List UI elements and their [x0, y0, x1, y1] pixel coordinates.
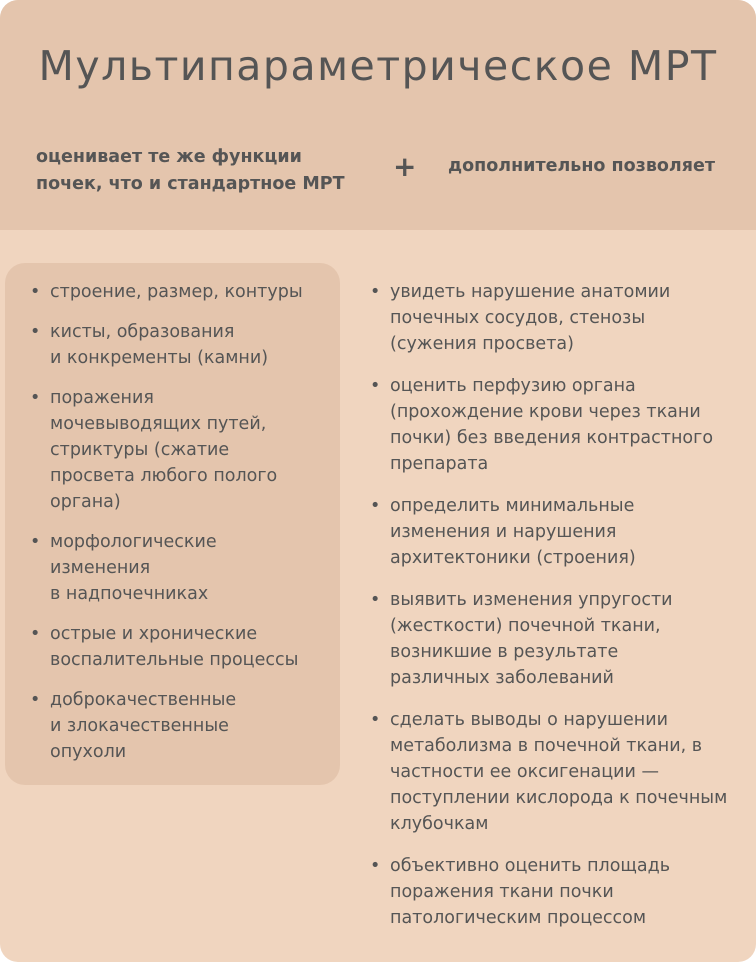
list-item-line: и злокачественные	[50, 716, 229, 736]
list-item-line: • поражения	[50, 388, 154, 408]
list-item-line: • сделать выводы о нарушении	[390, 710, 668, 730]
header	[0, 0, 756, 230]
list-item-line: • определить минимальные	[390, 496, 635, 516]
list-item	[370, 493, 750, 571]
list-item-line: частности ее оксигенации —	[390, 762, 659, 782]
subtitle-left	[36, 144, 345, 198]
list-item-line: патологическим процессом	[390, 908, 647, 928]
list-item	[370, 853, 750, 931]
subtitle-right: дополнительно позволяет	[448, 156, 715, 176]
list-item-line: • выявить изменения упругости	[390, 590, 673, 610]
subtitle-left-line: оценивает те же функции	[36, 147, 302, 167]
list-item	[30, 529, 330, 607]
list-item-line: стриктуры (сжатие	[50, 440, 230, 460]
list-item	[30, 279, 330, 305]
list-item	[30, 385, 330, 515]
list-item-line: (жесткости) почечной ткани,	[390, 616, 661, 636]
list-item	[370, 707, 750, 837]
list-item-line: просвета любого полого	[50, 466, 278, 486]
list-item-line: опухоли	[50, 742, 127, 762]
subtitle-left-line: почек, что и стандартное МРТ	[36, 174, 345, 194]
list-item-line: (прохождение крови через ткани	[390, 402, 701, 422]
list-item-line: мочевыводящих путей,	[50, 414, 267, 434]
additional-functions-list	[370, 279, 750, 947]
list-item	[30, 319, 330, 371]
list-item-line: и конкременты (камни)	[50, 348, 269, 368]
list-item-line: • кисты, образования	[50, 322, 235, 342]
list-item-line: • строение, размер, контуры	[50, 282, 303, 302]
list-item-line: возникшие в результате	[390, 642, 619, 662]
list-item-line: различных заболеваний	[390, 668, 614, 688]
list-item-line: • увидеть нарушение анатомии	[390, 282, 671, 302]
list-item-line: метаболизма в почечной ткани, в	[390, 736, 703, 756]
list-item-line: воспалительные процессы	[50, 650, 299, 670]
list-item	[370, 587, 750, 691]
list-item-line: (сужения просвета)	[390, 334, 574, 354]
list-item	[30, 621, 330, 673]
list-item-line: в надпочечниках	[50, 584, 209, 604]
list-item-line: • оценить перфузию органа	[390, 376, 636, 396]
list-item	[370, 279, 750, 357]
list-item	[30, 687, 330, 765]
list-item-line: клубочкам	[390, 814, 489, 834]
list-item-line: • объективно оценить площадь	[390, 856, 671, 876]
list-item-line: изменения и нарушения	[390, 522, 617, 542]
list-item-line: поступлении кислорода к почечным	[390, 788, 728, 808]
list-item-line: препарата	[390, 454, 489, 474]
page-title: Мультипараметрическое МРТ	[38, 42, 718, 90]
list-item-line: • острые и хронические	[50, 624, 258, 644]
plus-icon: +	[393, 150, 417, 183]
list-item-line: органа)	[50, 492, 121, 512]
list-item-line: архитектоники (строения)	[390, 548, 636, 568]
list-item-line: изменения	[50, 558, 151, 578]
list-item-line: • доброкачественные	[50, 690, 237, 710]
list-item	[370, 373, 750, 477]
list-item-line: почечных сосудов, стенозы	[390, 308, 646, 328]
list-item-line: поражения ткани почки	[390, 882, 614, 902]
list-item-line: почки) без введения контрастного	[390, 428, 714, 448]
standard-functions-list	[30, 279, 330, 779]
list-item-line: • морфологические	[50, 532, 217, 552]
